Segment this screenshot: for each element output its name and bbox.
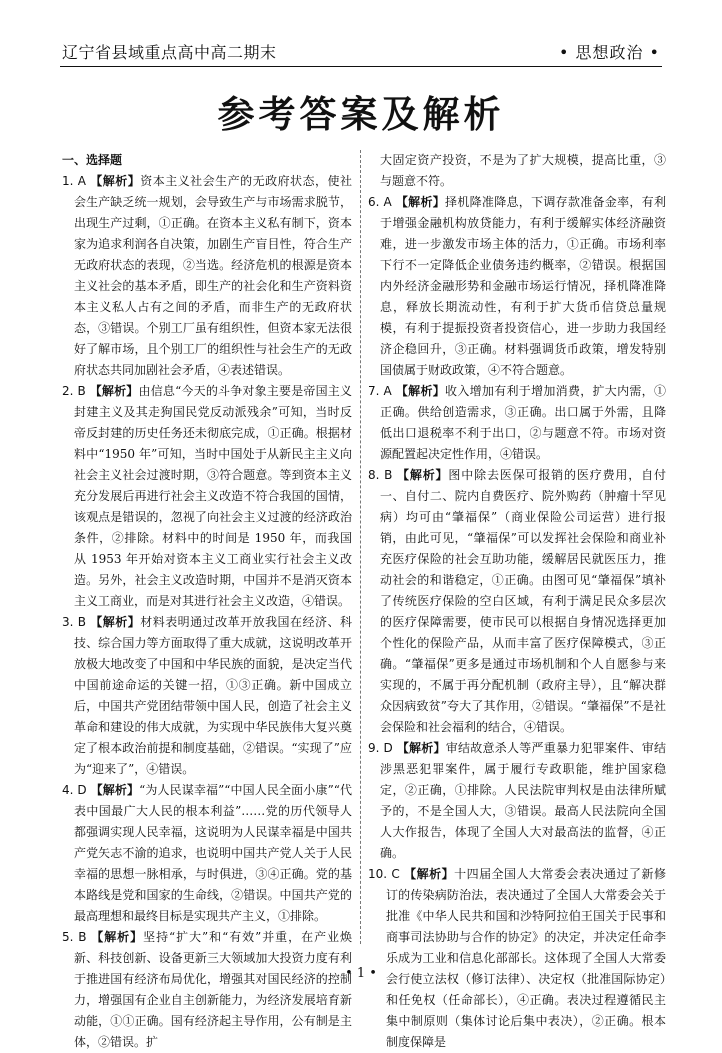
answer-text: 审结故意杀人等严重暴力犯罪案件、审结涉黑恶犯罪案件，属于履行专政职能，维护国家稳定，②正确，①排除。人民法院审判权是由法律所赋予的，不是全国人大，③错误。最高人民法院向全国人大作报告，体现了全国人大对最高法的监督，④正确。	[380, 741, 666, 860]
answer-item-7	[368, 381, 666, 465]
answer-text: 收入增加有利于增加消费，扩大内需，①正确。供给创造需求，③正确。出口属于外需，且降低出口退税率不利于出口，②与题意不符。市场对资源配置起决定性作用，④错误。	[380, 384, 666, 461]
answer-number: 8. B	[368, 468, 393, 482]
section-heading: 一、选择题	[62, 153, 123, 167]
answer-text: “为人民谋幸福”“中国人民全面小康”“代表中国最广大人民的根本利益”……党的历代领导人都强调实现人民幸福，这说明为人民谋幸福是中国共产党矢志不渝的追求，也说明中国共产党人关于人民幸福的思想一脉相承，与时俱进，③④正确。党的基本路线是党和国家的生命线，②错误。中国共产党的最高理想和最终目标是实现共产主义，①排除。	[74, 783, 352, 923]
answer-item-6	[368, 192, 666, 381]
analysis-tag: 【解析】	[397, 468, 449, 482]
analysis-tag: 【解析】	[90, 783, 140, 797]
answer-number: 2. B	[62, 384, 86, 398]
page-title: 参考答案及解析	[217, 93, 505, 136]
analysis-tag: 【解析】	[404, 867, 455, 881]
answer-text: 十四届全国人大常委会表决通过了新修订的传染病防治法，表决通过了全国人大常委会关于批准《中华人民共和国和沙特阿拉伯王国关于民事和商事司法协助与合作的协定》的决定，并决定任命李乐成为工业和信息化部部长。这体现了全国人大常委会行使立法权（修订法律）、决定权（批准国际协定）和任免权（任命部长），④正确。表决过程遵循民主集中制原则（集体讨论后集中表决），②正确。根本制度保障是	[386, 867, 666, 1049]
answer-number: 10. C	[368, 867, 400, 881]
answer-number: 9. D	[368, 741, 393, 755]
analysis-tag: 【解析】	[396, 741, 446, 755]
answer-number: 5. B	[62, 930, 87, 944]
analysis-tag: 【解析】	[90, 615, 141, 629]
column-divider	[360, 150, 361, 944]
left-column	[62, 150, 352, 1053]
subject-label: • 思想政治 •	[558, 43, 660, 62]
analysis-tag: 【解析】	[90, 174, 141, 188]
answer-item-8	[368, 465, 666, 738]
answer-number: 4. D	[62, 783, 87, 797]
page-number: • 1 •	[345, 966, 377, 981]
answer-item-1	[62, 171, 352, 381]
analysis-tag: 【解析】	[89, 384, 139, 398]
analysis-tag: 【解析】	[91, 930, 144, 944]
continued-text: 大固定资产投资，不是为了扩大规模，提高比重，③与题意不符。	[380, 153, 666, 188]
answer-item-4	[62, 780, 352, 927]
exam-name: 辽宁省县域重点高中高二期末	[62, 43, 277, 62]
answer-text: 图中除去医保可报销的医疗费用，自付一、自付二、院内自费医疗、院外购药（肿瘤十罕见病）均可由“肇福保”（商业保险公司运营）进行报销，由此可见，“肇福保”可以发挥社会保险和商业补充医疗保险的社会互助功能，缓解居民就医压力，推动社会的和谐稳定，①正确。由图可见“肇福保”填补了传统医疗保险的空白区域，有利于满足民众多层次的医疗保障需要，使市民可以根据自身情况选择更加个性化的保险产品，从而丰富了医疗保障模式，③正确。“肇福保”更多是通过市场机制和个人自愿参与来实现的，不属于再分配机制（政府主导），且“解决群众因病致贫”夸大了其作用，②错误。“肇福保”不是社会保险和社会福利的结合，④错误。	[380, 468, 666, 734]
answer-text: 由信息“今天的斗争对象主要是帝国主义封建主义及其走狗国民党反动派残余”可知，当时反帝反封建的历史任务还未彻底完成，①正确。根据材料中“1950 年”可知，当时中国处于从新民主主义向社会主义社会过渡时期，③符合题意。等到资本主义充分发展后再进行社会主义改造不符合我国的国情，该观点是错误的，忽视了向社会主义过渡的经济政治条件，②排除。材料中的时间是 1950 年，而我国从 1953 年开始对资本主义工商业实行社会主义改造。另外，社会主义改造时期，中国并不是消灭资本主义工商业，而是对其进行社会主义改造，④错误。	[74, 384, 352, 608]
answer-number: 6. A	[368, 195, 392, 209]
answer-item-9	[368, 738, 666, 864]
answer-text: 材料表明通过改革开放我国在经济、科技、综合国力等方面取得了重大成就，这说明改革开放极大地改变了中国和中华民族的面貌，是决定当代中国前途命运的关键一招，①③正确。新中国成立后，中国共产党团结带领中国人民，创造了社会主义革命和建设的伟大成就，为实现中华民族伟大复兴奠定了根本政治前提和制度基础，②错误。“实现了”应为“迎来了”，④错误。	[74, 615, 352, 776]
answer-item-10	[368, 864, 666, 1053]
answer-item-3	[62, 612, 352, 780]
answer-text: 坚持“扩大”和“有效”并重，在产业焕新、科技创新、设备更新三大领域加大投资力度有利于推进国有经济布局优化，增强其对国民经济的控制力，增强国有企业自主创新能力，为经济发展培育新动能，①①正确。国有经济起主导作用，公有制是主体，②错误。扩	[74, 930, 352, 1049]
answer-text: 择机降准降息，下调存款准备金率，有利于增强金融机构放贷能力，有利于缓解实体经济融资难，进一步激发市场主体的活力，①正确。市场利率下行不一定降低企业债务违约概率，②错误。根据国内外经济金融形势和金融市场运行情况，择机降准降息，释放长期流动性，有利于扩大货币信贷总量规模，有利于提振投资者投资信心，进一步助力我国经济企稳回升，③正确。材料强调货币政策，增发特别国债属于财政政策，④不符合题意。	[380, 195, 666, 377]
analysis-tag: 【解析】	[395, 384, 446, 398]
answer-item-2	[62, 381, 352, 612]
answer-number: 7. A	[368, 384, 392, 398]
answer-number: 1. A	[62, 174, 86, 188]
header-rule	[60, 66, 662, 67]
answer-number: 3. B	[62, 615, 86, 629]
answer-text: 资本主义社会生产的无政府状态，使社会生产缺乏统一规划，会导致生产与市场需求脱节，出现生产过剩，①正确。在资本主义私有制下，资本家为追求利润各自决策，加剧生产盲目性，符合生产无政府状态的表现，②当选。经济危机的根源是资本主义社会的基本矛盾，即生产的社会化和生产资料资本主义私人占有之间的矛盾，而非生产的无政府状态，③错误。个别工厂虽有组织性，但资本家无法很好了解市场，且个别工厂的组织性与社会生产的无政府状态共同加剧社会矛盾，④表述错误。	[74, 174, 352, 377]
answer-item-5	[62, 927, 352, 1053]
analysis-tag: 【解析】	[395, 195, 446, 209]
right-column	[368, 150, 666, 1053]
